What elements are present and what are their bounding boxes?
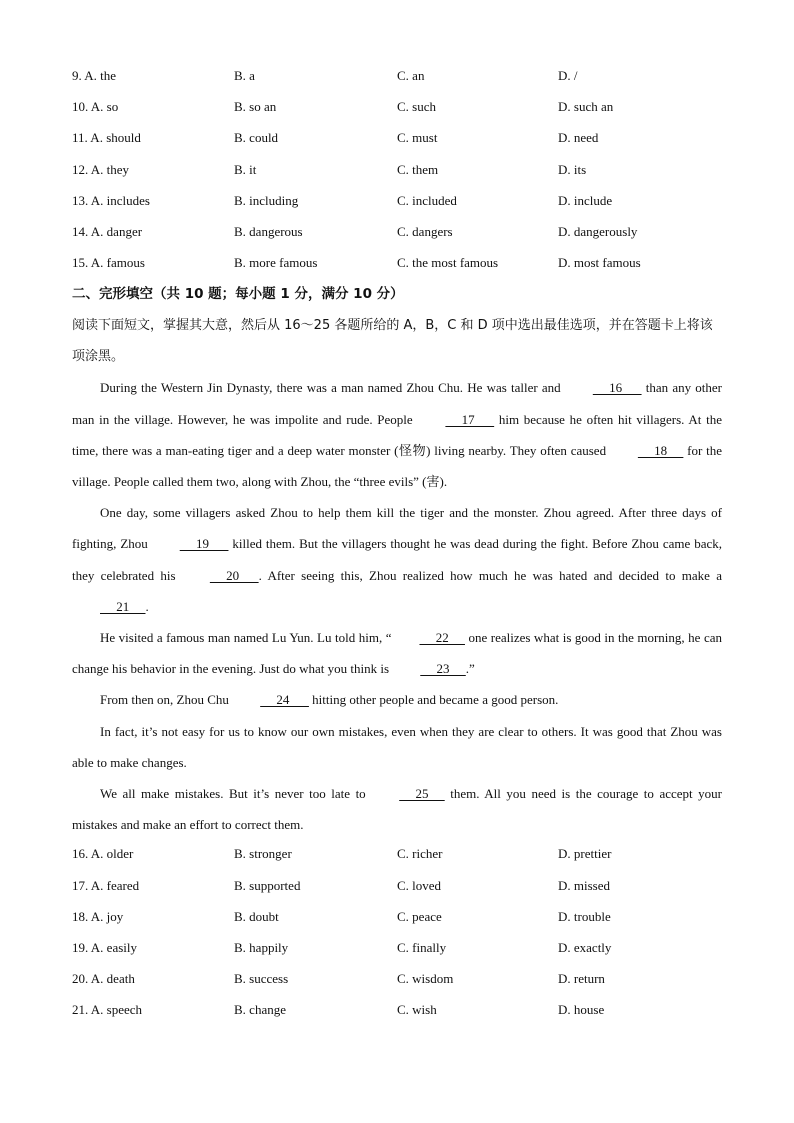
option-a: 21. A. speech	[72, 1002, 143, 1018]
option-c: C. dangers	[397, 223, 453, 239]
passage-paragraph-4	[72, 684, 722, 715]
blank-21: 21	[100, 598, 146, 614]
option-a: 10. A. so	[72, 99, 119, 115]
option-row-17	[72, 872, 722, 903]
passage-paragraph-1	[72, 372, 722, 497]
option-row-11	[72, 124, 722, 155]
option-d: D. exactly	[558, 939, 612, 955]
option-b: B. including	[234, 192, 299, 208]
option-c: C. peace	[397, 908, 442, 924]
option-b: B. doubt	[234, 908, 279, 924]
blank-22: 22	[419, 629, 465, 645]
passage-text: for the village. People called them two, along with Zhou, the “three evils” (害).	[72, 442, 722, 489]
option-c: C. finally	[397, 939, 447, 955]
option-c: C. the most famous	[397, 255, 499, 271]
option-d: D. return	[558, 971, 605, 987]
options-top	[72, 62, 722, 280]
blank-16: 16	[592, 380, 642, 396]
blank-17: 17	[445, 411, 495, 427]
passage-paragraph-2	[72, 497, 722, 622]
option-row-13	[72, 187, 722, 218]
option-b: B. change	[234, 1002, 286, 1018]
option-a: 16. A. older	[72, 846, 134, 862]
option-a: 14. A. danger	[72, 223, 143, 239]
passage-text: We all make mistakes. But it’s never too late to	[100, 785, 372, 801]
blank-24: 24	[260, 692, 309, 708]
option-b: B. could	[234, 130, 279, 146]
option-d: D. prettier	[558, 846, 612, 862]
cloze-passage	[72, 372, 722, 840]
option-c: C. richer	[397, 846, 443, 862]
option-c: C. such	[397, 99, 436, 115]
option-c: C. wish	[397, 1002, 437, 1018]
option-a: 12. A. they	[72, 161, 130, 177]
option-row-16	[72, 840, 722, 871]
option-row-12	[72, 156, 722, 187]
option-d: D. dangerously	[558, 223, 638, 239]
passage-paragraph-3	[72, 622, 722, 684]
option-row-10	[72, 93, 722, 124]
option-a: 13. A. includes	[72, 192, 150, 208]
blank-23: 23	[420, 661, 466, 677]
option-c: C. an	[397, 68, 425, 83]
option-d: D. such an	[558, 99, 614, 115]
option-d: D. house	[558, 1002, 605, 1018]
option-a: 15. A. famous	[72, 255, 145, 271]
option-a: 9. A. the	[72, 68, 117, 83]
option-b: B. more famous	[234, 255, 318, 271]
document-page	[72, 62, 722, 1027]
section-instruction: 阅读下面短文，掌握其大意，然后从 16～25 各题所给的 A，B，C 和 D 项中选出最佳选项，并在答题卡上将该项涂黑。	[72, 318, 713, 365]
option-row-20	[72, 965, 722, 996]
option-c: C. loved	[397, 877, 442, 893]
option-a: 11. A. should	[72, 130, 141, 146]
passage-text: .	[145, 598, 149, 614]
blank-19: 19	[179, 536, 229, 552]
passage-text: than any other man in the village. However, he was impolite and rude. People	[72, 380, 722, 427]
passage-text: . After seeing this, Zhou realized how much he was hated and decided to make a	[258, 567, 722, 583]
option-a: 19. A. easily	[72, 939, 137, 955]
option-row-19	[72, 934, 722, 965]
option-d: D. its	[558, 161, 587, 177]
option-c: C. wisdom	[397, 971, 454, 987]
passage-text: him because he often hit villagers. At the time, there was a man-eating tiger and a deep water monster (怪物) living nearby. They often caused	[72, 411, 723, 458]
option-row-14	[72, 218, 722, 249]
option-a: 20. A. death	[72, 971, 135, 987]
option-d: D. include	[558, 192, 613, 208]
option-b: B. so an	[234, 99, 277, 115]
passage-text: .”	[465, 661, 475, 677]
section-heading: 二、完形填空（共 10 题；每小题 1 分，满分 10 分）	[72, 286, 404, 303]
option-d: D. need	[558, 130, 599, 146]
option-row-18	[72, 903, 722, 934]
option-c: C. included	[397, 192, 457, 208]
passage-text: He visited a famous man named Lu Yun. Lu told him, “	[100, 629, 392, 645]
blank-25: 25	[399, 785, 445, 801]
passage-paragraph-5	[72, 716, 722, 778]
passage-text: them. All you need is the courage to accept your mistakes and make an effort to correct them.	[72, 785, 722, 833]
option-b: B. success	[234, 971, 289, 987]
blank-18: 18	[637, 442, 684, 458]
option-row-15	[72, 249, 722, 280]
passage-text: one realizes what is good in the morning, he can change his behavior in the evening. Just do what you think is	[72, 629, 722, 677]
option-b: B. it	[234, 161, 257, 177]
option-b: B. stronger	[234, 846, 292, 862]
passage-text: hitting other people and became a good person.	[308, 692, 559, 708]
option-d: D. trouble	[558, 908, 611, 924]
option-b: B. supported	[234, 877, 301, 893]
option-a: 18. A. joy	[72, 908, 124, 924]
option-row-9	[72, 62, 722, 93]
options-bottom	[72, 840, 722, 1027]
passage-text: In fact, it’s not easy for us to know our own mistakes, even when they are clear to others. It was good that Zhou was able to make changes.	[72, 723, 722, 770]
option-d: D. /	[558, 68, 578, 83]
option-c: C. them	[397, 161, 439, 177]
option-b: B. happily	[234, 939, 289, 955]
option-a: 17. A. feared	[72, 877, 140, 893]
passage-paragraph-6	[72, 778, 722, 840]
blank-20: 20	[209, 567, 259, 583]
passage-text: During the Western Jin Dynasty, there was a man named Zhou Chu. He was taller and	[100, 380, 565, 396]
passage-text: One day, some villagers asked Zhou to help them kill the tiger and the monster. Zhou agreed. After three days of fighting, Zhou	[72, 505, 722, 552]
option-b: B. dangerous	[234, 223, 303, 239]
passage-text: killed them. But the villagers thought he was dead during the fight. Before Zhou came back, they celebrated his	[72, 536, 722, 583]
option-d: D. most famous	[558, 255, 641, 271]
option-b: B. a	[234, 68, 255, 83]
option-c: C. must	[397, 130, 438, 146]
option-d: D. missed	[558, 877, 610, 893]
passage-text: From then on, Zhou Chu	[100, 692, 233, 708]
option-row-21	[72, 996, 722, 1027]
